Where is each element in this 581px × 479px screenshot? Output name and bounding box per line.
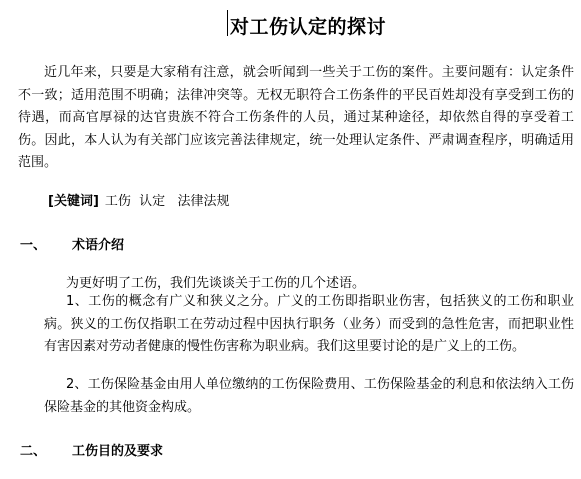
keywords-text: 工伤 认定 法律法规 — [104, 194, 230, 209]
section1-item-1: 1、工伤的概念有广义和狭义之分。广义的工伤即指职业伤害，包括狭义的工伤和职业病。狭义的工伤仅指职工在劳动过程中因执行职务（业务）而受到的急性危害，而把职业性有害因素对劳动者健康的慢性伤害称为职业病。我们这里要讨论的是广义上的工伤。 — [44, 294, 574, 354]
text-cursor — [227, 10, 228, 36]
section-heading-1 — [20, 234, 124, 253]
section-number-1: 一、 — [20, 238, 47, 253]
section-heading-2 — [20, 440, 163, 459]
section-title-2: 工伤目的及要求 — [72, 444, 164, 459]
document-title: 对工伤认定的探讨 — [230, 16, 387, 38]
section1-item-2: 2、工伤保险基金由用人单位缴纳的工伤保险费用、工伤保险基金的利息和依法纳入工伤保险基金的其他资金构成。 — [44, 377, 574, 415]
section-number-2: 二、 — [20, 444, 47, 459]
keywords-line — [48, 190, 230, 209]
keywords-label: [关键词] — [48, 194, 99, 209]
section1-intro: 为更好明了工伤，我们先谈谈关于工伤的几个述语。 — [66, 276, 366, 291]
section-title-1: 术语介绍 — [72, 238, 125, 253]
abstract-paragraph: 近几年来，只要是大家稍有注意，就会听闻到一些关于工伤的案件。主要问题有：认定条件不一致；适用范围不明确；法律冲突等。无权无职符合工伤条件的平民百姓却没有享受到工伤的待遇，而高官厚禄的达官贵族不符合工伤条件的人员，通过某种途径，却依然自得的享受着工伤。因此，本人认为有关部门应该完善法律规定，统一处理认定条件、严肃调查程序，明确适用范围。 — [18, 65, 574, 170]
